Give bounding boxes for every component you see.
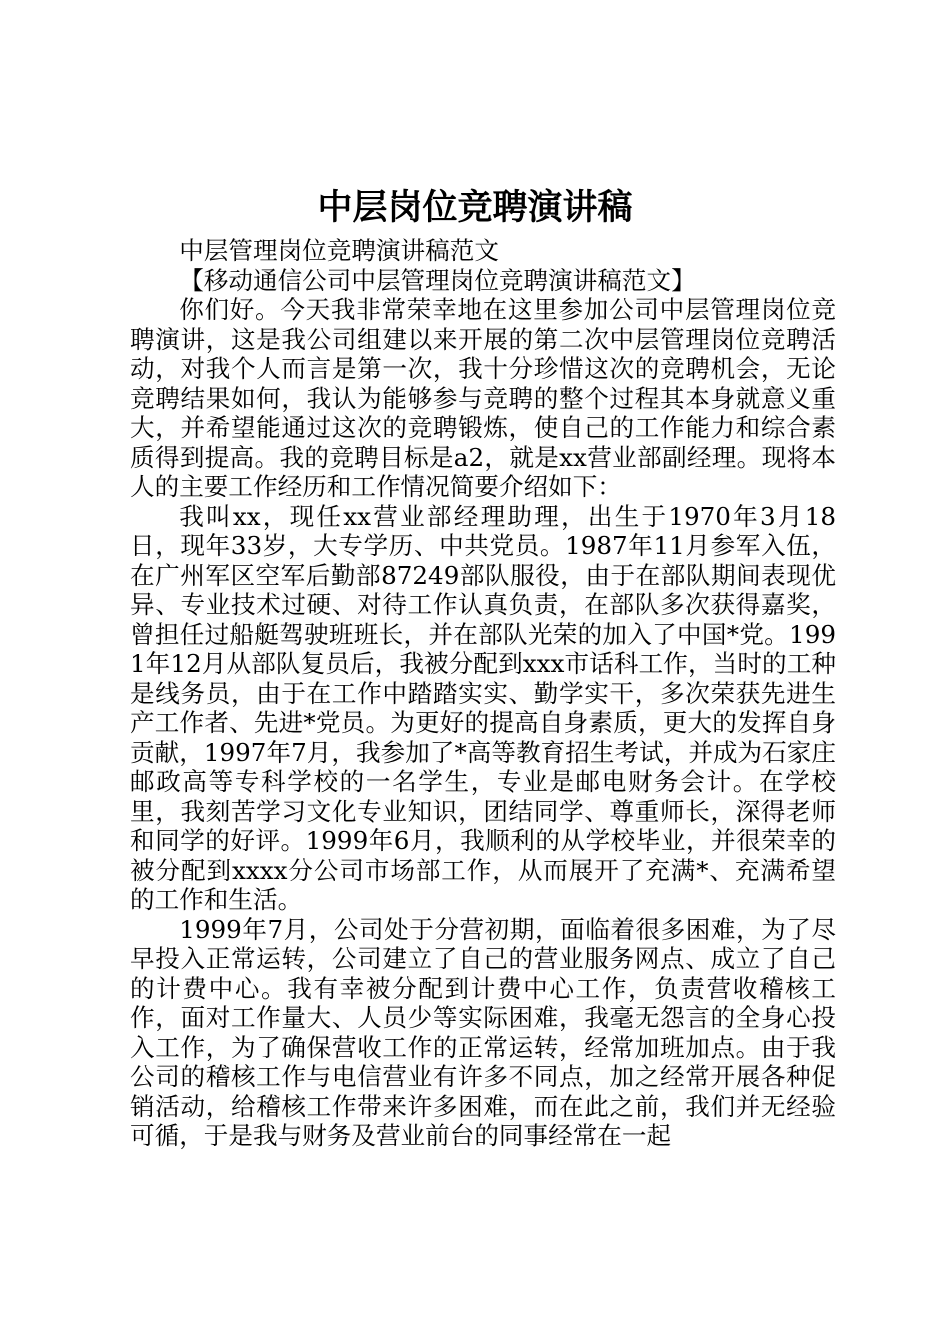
subtitle-paragraph: 中层管理岗位竞聘演讲稿范文 bbox=[179, 236, 499, 265]
body-paragraph: 你们好。今天我非常荣幸地在这里参加公司中层管理岗位竞聘演讲，这是我公司组建以来开展的第二次中层管理岗位竞聘活动，对我个人而言是第一次，我十分珍惜这次的竞聘机会，无论竞聘结果如何，我认为能够参与竞聘的整个过程其本身就意义重大，并希望能通过这次的竞聘锻炼，使自己的工作能力和综合素质得到提高。我的竞聘目标是a2，就是xx营业部副经理。现将本人的主要工作经历和工作情况简要介绍如下： bbox=[130, 295, 836, 501]
body-paragraph: 1999年7月，公司处于分营初期，面临着很多困难，为了尽早投入正常运转，公司建立了自己的营业服务网点、成立了自己的计费中心。我有幸被分配到计费中心工作，负责营收稽核工作，面对工作量大、人员少等实际困难，我毫无怨言的全身心投入工作，为了确保营收工作的正常运转，经常加班加点。由于我公司的稽核工作与电信营业有许多不同点，加之经常开展各种促销活动，给稽核工作带来许多困难，而在此之前，我们并无经验可循，于是我与财务及营业前台的同事经常在一起 bbox=[130, 914, 836, 1150]
document-title: 中层岗位竞聘演讲稿 bbox=[317, 187, 633, 228]
body-paragraph: 我叫xx，现任xx营业部经理助理，出生于1970年3月18日，现年33岁，大专学历、中共党员。1987年11月参军入伍，在广州军区空军后勤部87249部队服役，由于在部队期间表现优异、专业技术过硬、对待工作认真负责，在部队多次获得嘉奖，曾担任过船艇驾驶班班长，并在部队光荣的加入了中国*党。1991年12月从部队复员后，我被分配到xxx市话科工作，当时的工种是线务员，由于在工作中踏踏实实、勤学实干，多次荣获先进生产工作者、先进*党员。为更好的提高自身素质，更大的发挥自身贡献，1997年7月，我参加了*高等教育招生考试，并成为石家庄邮政高等专科学校的一名学生，专业是邮电财务会计。在学校里，我刻苦学习文化专业知识，团结同学、尊重师长，深得老师和同学的好评。1999年6月，我顺利的从学校毕业，并很荣幸的被分配到xxxx分公司市场部工作，从而展开了充满*、充满希望的工作和生活。 bbox=[130, 501, 836, 914]
bracket-heading-paragraph: 【移动通信公司中层管理岗位竞聘演讲稿范文】 bbox=[179, 265, 696, 295]
document-body bbox=[130, 236, 836, 1151]
